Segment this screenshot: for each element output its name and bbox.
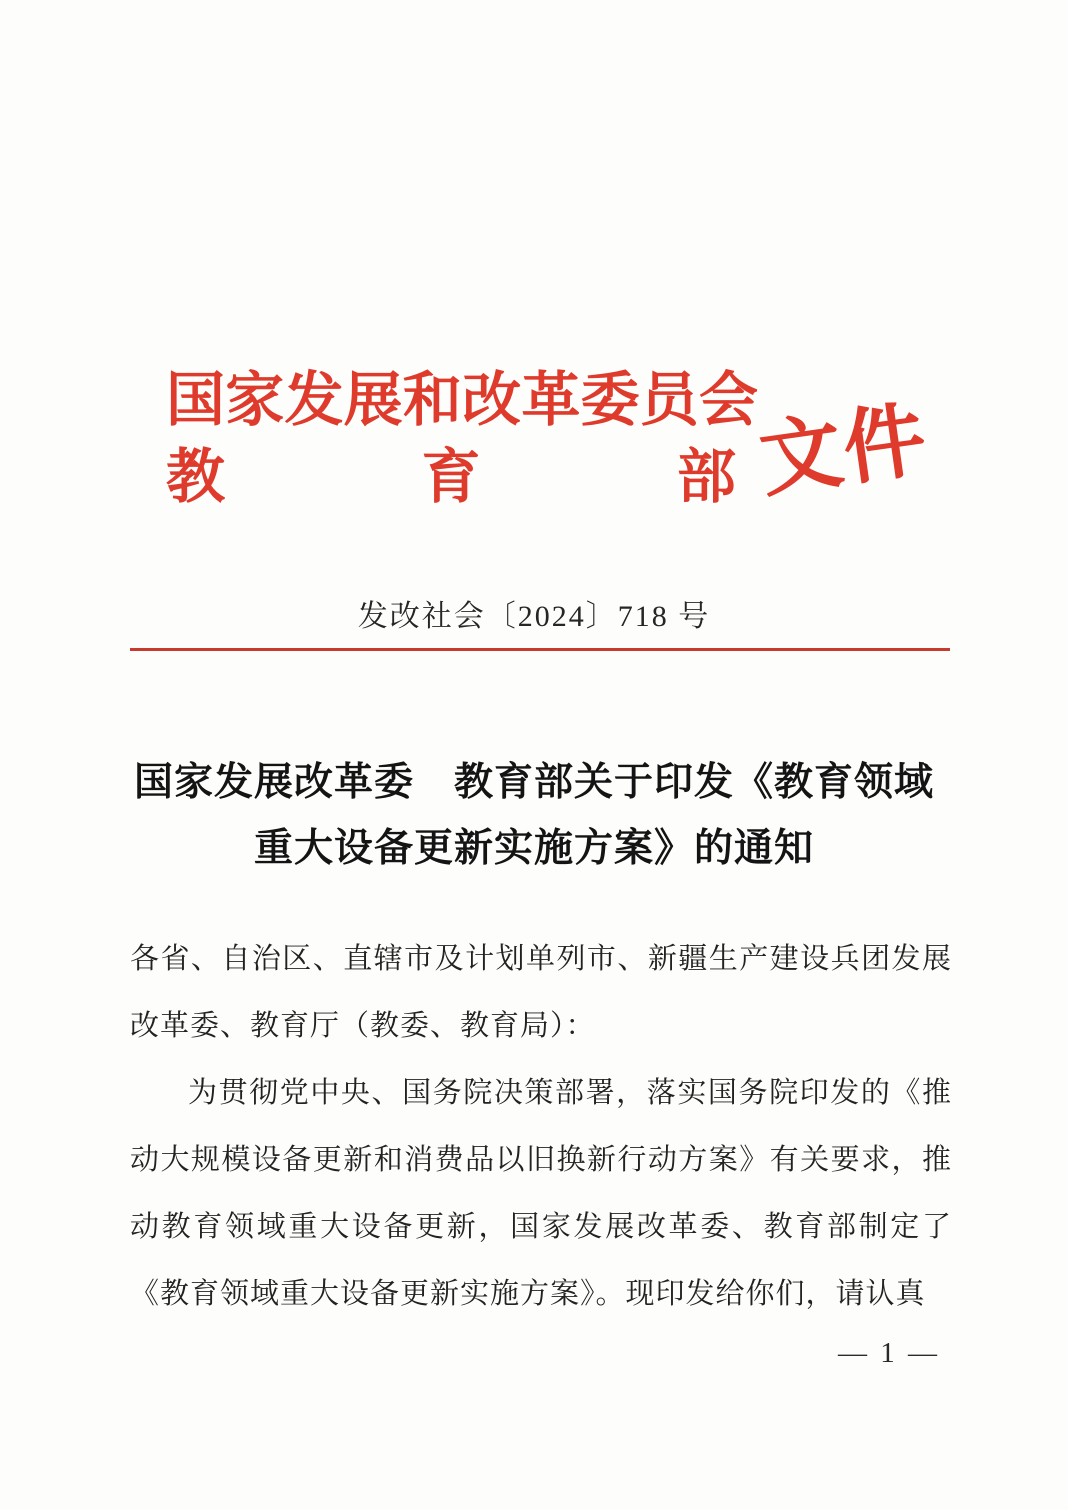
agency-names: [166, 362, 758, 510]
agency-char: 家: [225, 367, 285, 433]
agency-name-ndrc: [166, 362, 758, 439]
body-paragraph: 为贯彻党中央、国务院决策部署，落实国务院印发的《推动大规模设备更新和消费品以旧换新行动方案》有关要求，推动教育领域重大设备更新，国家发展改革委、教育部制定了《教育领域重大设备更新实施方案》。现印发给你们，请认真: [130, 1077, 952, 1310]
agency-char: 和: [402, 367, 462, 433]
doc-title-line2: 重大设备更新实施方案》的通知: [253, 827, 814, 870]
page-number: — 1 —: [838, 1337, 940, 1369]
document-letterhead: [166, 362, 934, 510]
agency-char: 发: [284, 367, 344, 433]
agency-char: 革: [521, 367, 581, 433]
agency-name-moe: [166, 445, 758, 510]
doc-body: [130, 926, 952, 1328]
red-divider-line: [130, 648, 950, 651]
agency-char: 育: [421, 443, 481, 510]
doc-title: [100, 750, 968, 882]
doc-type-label: 文件: [754, 393, 934, 508]
doc-title-line1: 国家发展改革委 教育部关于印发《教育领域: [133, 761, 934, 804]
agency-char: 展: [343, 367, 403, 433]
doc-number: 发改社会〔2024〕718 号: [357, 600, 711, 633]
salutation-paragraph: 各省、自治区、直辖市及计划单列市、新疆生产建设兵团发展改革委、教育厅（教委、教育局）：: [130, 943, 952, 1042]
agency-char: 国: [166, 367, 226, 433]
agency-char: 会: [698, 367, 758, 433]
agency-char: 教: [166, 443, 226, 510]
agency-char: 部: [676, 443, 736, 510]
agency-char: 委: [580, 367, 640, 433]
agency-char: 员: [639, 367, 699, 433]
agency-char: 改: [462, 367, 522, 433]
